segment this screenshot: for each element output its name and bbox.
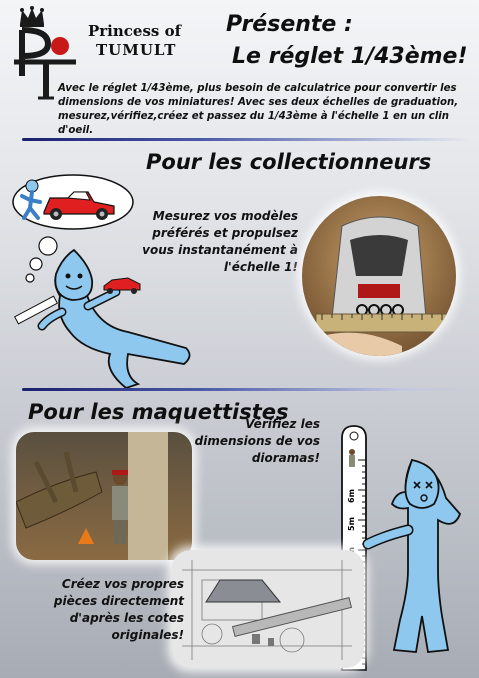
small-part-icon	[252, 634, 260, 644]
metal-ruler-icon	[316, 314, 448, 332]
modelers-text-1: Vérifiez les dimensions de vos dioramas!	[194, 417, 320, 465]
modelers-text-2: Créez vos propres pièces directement d'après les cotes originales!	[53, 577, 184, 642]
brand-line-1: Princess of	[88, 22, 182, 40]
red-dot-icon	[51, 37, 69, 55]
divider-middle	[22, 388, 470, 391]
small-part-icon	[268, 638, 274, 646]
tiny-figure-icon	[349, 449, 355, 467]
silver-race-car-icon	[332, 217, 426, 318]
title-line-1: Présente :	[226, 12, 353, 37]
mini-red-car-icon	[104, 278, 140, 294]
ruler-mark-6m: 6m	[347, 489, 356, 503]
photo-model-car-with-ruler	[302, 196, 456, 356]
thought-bubbles-icon	[26, 237, 57, 282]
divider-top	[22, 138, 470, 141]
ruler-mark-5m: 5m	[347, 517, 356, 531]
section-collectors-heading: Pour les collectionneurs	[146, 150, 432, 174]
vertical-ruler-icon	[128, 432, 168, 560]
photo-diorama-scene	[16, 432, 192, 560]
title-line-2: Le réglet 1/43ème!	[232, 44, 468, 69]
crown-icon	[20, 6, 44, 27]
photo-plans-and-parts	[172, 550, 364, 668]
brand-line-2: TUMULT	[96, 41, 177, 59]
section-modelers-heading: Pour les maquettistes	[28, 400, 289, 424]
thought-bubble-race-car	[10, 172, 136, 236]
collectors-text: Mesurez vos modèles préférés et propulsez vous instantanément à l'échelle 1!	[142, 209, 298, 274]
intro-paragraph: Avec le réglet 1/43ème, plus besoin de calculatrice pour convertir les dimensions de vos miniatures! Avec ses deux échelles de graduation, mesurez,vérifiez,créez et passez du 1/43ème à l'échelle 1 en un clin d'oeil.	[58, 83, 459, 136]
